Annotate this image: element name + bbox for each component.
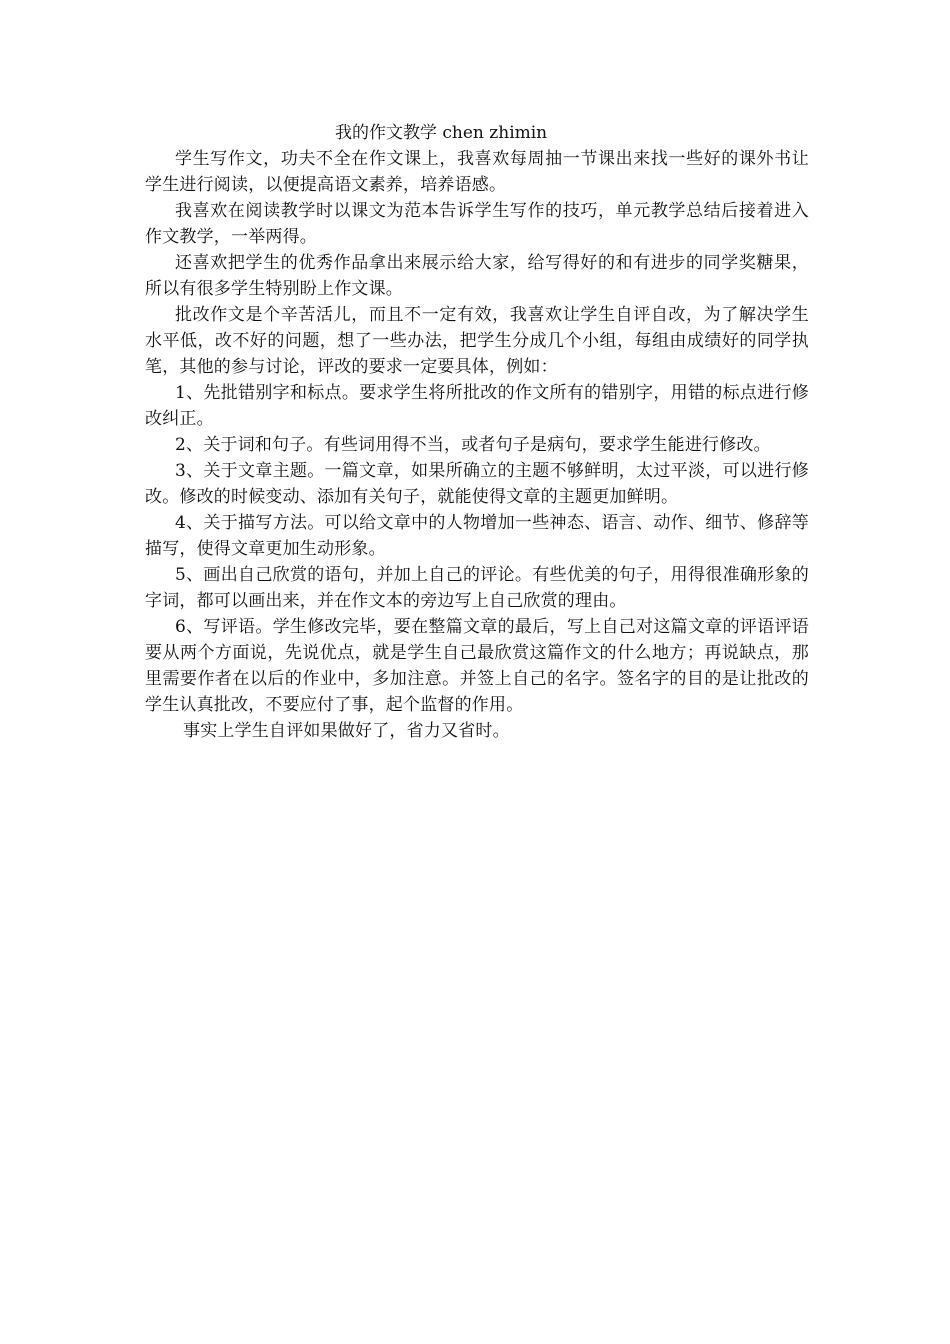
list-item-2: 2、关于词和句子。有些词用得不当，或者句子是病句，要求学生能进行修改。 xyxy=(175,435,771,455)
paragraph-reading: 我喜欢在阅读教学时以课文为范本告诉学生写作的技巧，单元教学总结后接着进入作文教学，一举两得。 xyxy=(145,201,809,247)
list-item-3: 3、关于文章主题。一篇文章，如果所确立的主题不够鲜明，太过平淡，可以进行修改。修改的时候变动、添加有关句子，就能使得文章的主题更加鲜明。 xyxy=(145,461,809,507)
paragraph-closing: 事实上学生自评如果做好了，省力又省时。 xyxy=(183,721,510,741)
document-page xyxy=(145,120,809,744)
list-item-4: 4、关于描写方法。可以给文章中的人物增加一些神态、语言、动作、细节、修辞等描写，使得文章更加生动形象。 xyxy=(145,513,809,559)
document-title: 我的作文教学 chen zhimin xyxy=(335,123,548,143)
paragraph-grading: 批改作文是个辛苦活儿，而且不一定有效，我喜欢让学生自评自改，为了解决学生水平低，改不好的问题，想了一些办法，把学生分成几个小组，每组由成绩好的同学执笔，其他的参与讨论，评改的要求一定要具体，例如： xyxy=(145,305,809,377)
paragraph-showcase: 还喜欢把学生的优秀作品拿出来展示给大家，给写得好的和有进步的同学奖糖果，所以有很多学生特别盼上作文课。 xyxy=(145,253,809,299)
paragraph-intro: 学生写作文，功夫不全在作文课上，我喜欢每周抽一节课出来找一些好的课外书让学生进行阅读，以便提高语文素养，培养语感。 xyxy=(145,149,809,195)
list-item-5: 5、画出自己欣赏的语句，并加上自己的评论。有些优美的句子，用得很准确形象的字词，都可以画出来，并在作文本的旁边写上自己欣赏的理由。 xyxy=(145,565,809,611)
list-item-1: 1、先批错别字和标点。要求学生将所批改的作文所有的错别字，用错的标点进行修改纠正。 xyxy=(145,383,809,429)
list-item-6: 6、写评语。学生修改完毕，要在整篇文章的最后，写上自己对这篇文章的评语评语要从两个方面说，先说优点，就是学生自己最欣赏这篇作文的什么地方；再说缺点，那里需要作者在以后的作业中，多加注意。并签上自己的名字。签名字的目的是让批改的学生认真批改，不要应付了事，起个监督的作用。 xyxy=(145,617,809,715)
